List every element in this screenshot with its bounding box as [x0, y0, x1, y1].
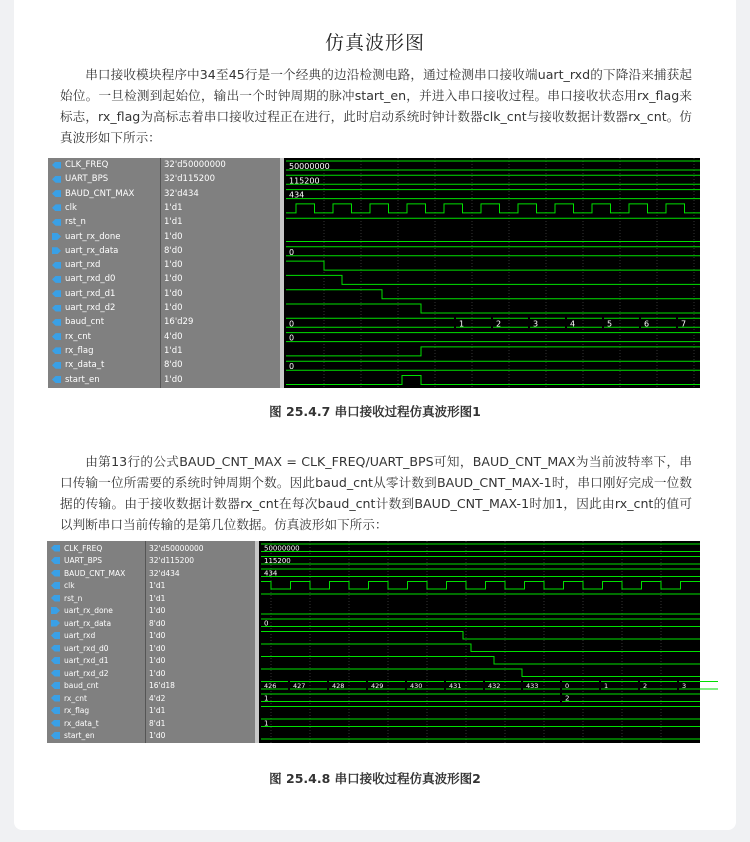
signal-value: 16'd18 [149, 681, 175, 690]
bus-value: 434 [289, 190, 305, 200]
signal-value: 8'd0 [164, 245, 183, 256]
wave-line [261, 669, 700, 677]
signal-input-icon [51, 582, 60, 589]
signal-value: 4'd0 [164, 331, 183, 342]
signal-row-clk_freq[interactable] [48, 158, 108, 172]
bus-value: 50000000 [264, 544, 300, 553]
wave-line [286, 204, 700, 213]
bus-value: 4 [721, 682, 726, 690]
signal-row-rx_data_t[interactable] [48, 358, 104, 372]
signal-row-rst_n[interactable] [48, 215, 86, 229]
wave-line [261, 582, 700, 590]
signal-name: uart_rx_data [64, 618, 112, 628]
signal-value: 1'd0 [149, 668, 166, 678]
signal-value: 1'd0 [164, 288, 183, 299]
wave-line [286, 376, 700, 385]
waveform-2 [47, 541, 726, 743]
signal-name: rx_cnt [64, 693, 87, 703]
waveform-1 [48, 158, 700, 388]
bus-value: 0 [289, 362, 295, 372]
signal-input-icon [52, 347, 61, 354]
paragraph-1: 串口接收模块程序中34至45行是一个经典的边沿检测电路，通过检测串口接收端uart_rxd的下降沿来捕获起始位。一旦检测到起始位，输出一个时钟周期的脉冲start_en，并进入串口接收过程。串口接收状态用rx_flag来标志，rx_flag为高标志着串口接收过程正在进行，此时启动系统时钟计数器clk_cnt与接收数据计数器rx_cnt。仿真波形如下所示： [60, 67, 692, 145]
signal-value: 8'd0 [164, 360, 183, 371]
signal-input-icon [52, 219, 61, 226]
signal-name: start_en [65, 374, 100, 385]
signal-value: 1'd1 [164, 202, 183, 213]
signal-value: 1'd1 [164, 217, 183, 228]
figure-caption-2: 图 25.4.8 串口接收过程仿真波形图2 [269, 771, 481, 786]
bus-value: 3 [533, 319, 539, 329]
signal-value: 1'd0 [149, 643, 166, 653]
signal-row-start_en[interactable] [48, 373, 100, 387]
signal-input-icon [52, 362, 61, 369]
signal-input-icon [51, 545, 60, 552]
bus-value: 2 [496, 319, 502, 329]
signal-name: UART_BPS [64, 556, 103, 565]
bus-value: 432 [488, 682, 501, 690]
signal-row-uart_rx_done[interactable] [48, 230, 120, 244]
wave-line [261, 632, 700, 640]
signal-name: rx_flag [64, 706, 90, 715]
bus-value: 7 [681, 319, 687, 329]
bus-value: 426 [264, 682, 277, 690]
page-title: 仿真波形图 [324, 32, 425, 54]
signal-name: clk [65, 202, 77, 213]
bus-value: 2 [565, 694, 570, 703]
signal-input-icon [52, 290, 61, 297]
signal-row-uart_bps[interactable] [48, 172, 108, 186]
wave-line [286, 347, 700, 356]
signal-input-icon [52, 319, 61, 326]
signal-name: rx_data_t [65, 360, 105, 371]
signal-name: BAUD_CNT_MAX [64, 568, 126, 578]
signal-name: rst_n [65, 217, 86, 228]
signal-input-icon [51, 682, 60, 689]
signal-value: 1'd0 [164, 274, 183, 285]
bus-value: 6 [644, 319, 650, 329]
bus-value: 1 [264, 719, 269, 728]
signal-output-icon [51, 620, 60, 627]
signal-value: 1'd0 [149, 631, 166, 640]
bus-value: 1 [264, 694, 269, 703]
signal-name: baud_cnt [64, 681, 99, 690]
signal-row-uart_rxd_d1[interactable] [48, 287, 115, 301]
signal-input-icon [52, 262, 61, 269]
bus-value: 5 [607, 319, 613, 329]
signal-row-rx_flag[interactable] [48, 344, 94, 358]
signal-value: 1'd0 [164, 303, 183, 313]
bus-value: 0 [565, 682, 570, 690]
signal-name: CLK_FREQ [65, 160, 109, 170]
signal-input-icon [51, 657, 60, 664]
signal-value: 1'd0 [164, 374, 183, 385]
wave-line [286, 275, 700, 284]
signal-value: 32'd50000000 [149, 543, 204, 553]
signal-output-icon [52, 233, 61, 240]
signal-value: 16'd29 [164, 317, 194, 328]
wave-line [286, 304, 700, 313]
signal-name: clk [64, 581, 75, 590]
bus-value: 50000000 [289, 162, 330, 171]
bus-value: 0 [289, 247, 295, 257]
signal-name: uart_rxd_d2 [64, 668, 109, 678]
signal-name: UART_BPS [65, 174, 109, 185]
signal-value: 1'd0 [149, 656, 166, 665]
signal-input-icon [51, 670, 60, 677]
waveform-plot [259, 541, 726, 743]
signal-name: baud_cnt [65, 317, 105, 328]
bus-value: 428 [332, 682, 345, 690]
signal-name: uart_rxd_d2 [65, 303, 116, 313]
signal-value: 1'd1 [149, 593, 166, 603]
bus-value: 0 [289, 319, 295, 329]
signal-output-icon [52, 247, 61, 254]
signal-value: 32'd434 [149, 568, 180, 578]
signal-input-icon [51, 632, 60, 639]
signal-value: 1'd0 [149, 731, 166, 740]
signal-input-icon [52, 376, 61, 383]
signal-value: 32'd50000000 [164, 160, 226, 170]
signal-name: rx_cnt [65, 331, 91, 342]
wave-line [261, 644, 700, 652]
signal-row-clk[interactable] [48, 201, 77, 215]
signal-input-icon [52, 305, 61, 312]
signal-input-icon [52, 190, 61, 197]
signal-input-icon [51, 695, 60, 702]
signal-input-icon [52, 176, 61, 183]
signal-value: 8'd0 [149, 618, 166, 628]
signal-name: uart_rxd_d1 [65, 288, 116, 299]
signal-name: uart_rxd_d1 [64, 656, 109, 665]
bus-value: 4 [570, 319, 576, 329]
signal-name-panel [47, 541, 145, 743]
signal-name: uart_rx_done [64, 606, 113, 615]
signal-row-rx_cnt[interactable] [48, 330, 91, 344]
signal-input-icon [51, 570, 60, 577]
signal-value: 1'd0 [164, 260, 183, 271]
signal-value: 32'd434 [164, 188, 199, 199]
signal-value: 1'd1 [149, 706, 166, 715]
wave-line [261, 657, 700, 665]
signal-name-panel [48, 158, 160, 388]
signal-output-icon [51, 607, 60, 614]
bus-value: 434 [264, 569, 278, 578]
signal-name: BAUD_CNT_MAX [65, 188, 135, 199]
signal-row-uart_rxd_d2[interactable] [48, 301, 115, 315]
bus-value: 1 [459, 319, 465, 329]
wave-line [286, 290, 700, 299]
bus-value: 115200 [264, 557, 291, 565]
bus-value: 0 [264, 619, 269, 628]
bus-value: 431 [449, 682, 462, 690]
bus-value: 3 [682, 682, 687, 690]
signal-value: 1'd0 [164, 231, 183, 242]
wave-line [286, 261, 700, 270]
signal-input-icon [51, 707, 60, 714]
bus-value: 430 [410, 682, 423, 690]
bus-value: 0 [289, 333, 295, 343]
signal-input-icon [52, 333, 61, 340]
bus-value: 2 [643, 682, 648, 690]
signal-name: uart_rx_data [65, 245, 119, 256]
signal-name: uart_rx_done [65, 231, 121, 242]
signal-value: 32'd115200 [149, 556, 194, 565]
signal-row-start_en[interactable] [47, 729, 95, 743]
signal-input-icon [52, 276, 61, 283]
signal-value: 1'd1 [164, 345, 183, 356]
signal-input-icon [51, 557, 60, 564]
signal-row-uart_rxd[interactable] [48, 258, 100, 272]
bus-value: 1 [604, 682, 609, 690]
signal-value: 4'd2 [149, 693, 166, 703]
signal-input-icon [51, 732, 60, 739]
signal-name: rst_n [64, 593, 83, 603]
signal-value: 32'd115200 [164, 174, 215, 185]
signal-name: uart_rxd_d0 [65, 274, 116, 285]
signal-name: uart_rxd_d0 [64, 643, 109, 653]
signal-row-baud_cnt[interactable] [48, 315, 104, 329]
signal-name: uart_rxd [64, 631, 96, 640]
signal-value: 1'd1 [149, 581, 166, 590]
signal-name: uart_rxd [65, 260, 101, 271]
signal-name: CLK_FREQ [64, 543, 103, 553]
signal-name: rx_data_t [64, 718, 99, 728]
signal-value-panel [145, 541, 256, 743]
signal-name: rx_flag [65, 345, 94, 356]
signal-row-uart_rx_data[interactable] [48, 244, 118, 258]
signal-name: start_en [64, 731, 95, 740]
signal-input-icon [52, 204, 61, 211]
signal-value: 1'd0 [149, 606, 166, 615]
signal-value: 8'd1 [149, 718, 166, 728]
signal-value-panel [160, 158, 281, 388]
bus-value: 115200 [289, 176, 320, 186]
signal-row-baud_cnt_max[interactable] [48, 187, 134, 201]
signal-input-icon [52, 162, 61, 169]
bus-value: 433 [526, 682, 539, 690]
signal-input-icon [51, 720, 60, 727]
waveform-plot [284, 158, 700, 388]
paragraph-2: 由第13行的公式BAUD_CNT_MAX = CLK_FREQ/UART_BPS可知，BAUD_CNT_MAX为当前波特率下，串口传输一位所需要的系统时钟周期个数。因此baud_cnt从零计数到BAUD_CNT_MAX-1时，串口刚好完成一位数据的传输。由于接收数据计数器rx_cnt在每次baud_cnt计数到BAUD_CNT_MAX-1时加1，因此由rx_cnt的值可以判断串口当前传输的是第几位数据。仿真波形如下所示： [60, 454, 692, 532]
signal-input-icon [51, 595, 60, 602]
bus-value: 427 [293, 682, 306, 690]
figure-caption-1: 图 25.4.7 串口接收过程仿真波形图1 [269, 404, 481, 419]
bus-value: 429 [371, 682, 384, 690]
signal-input-icon [51, 645, 60, 652]
signal-row-uart_rxd_d0[interactable] [48, 272, 115, 286]
